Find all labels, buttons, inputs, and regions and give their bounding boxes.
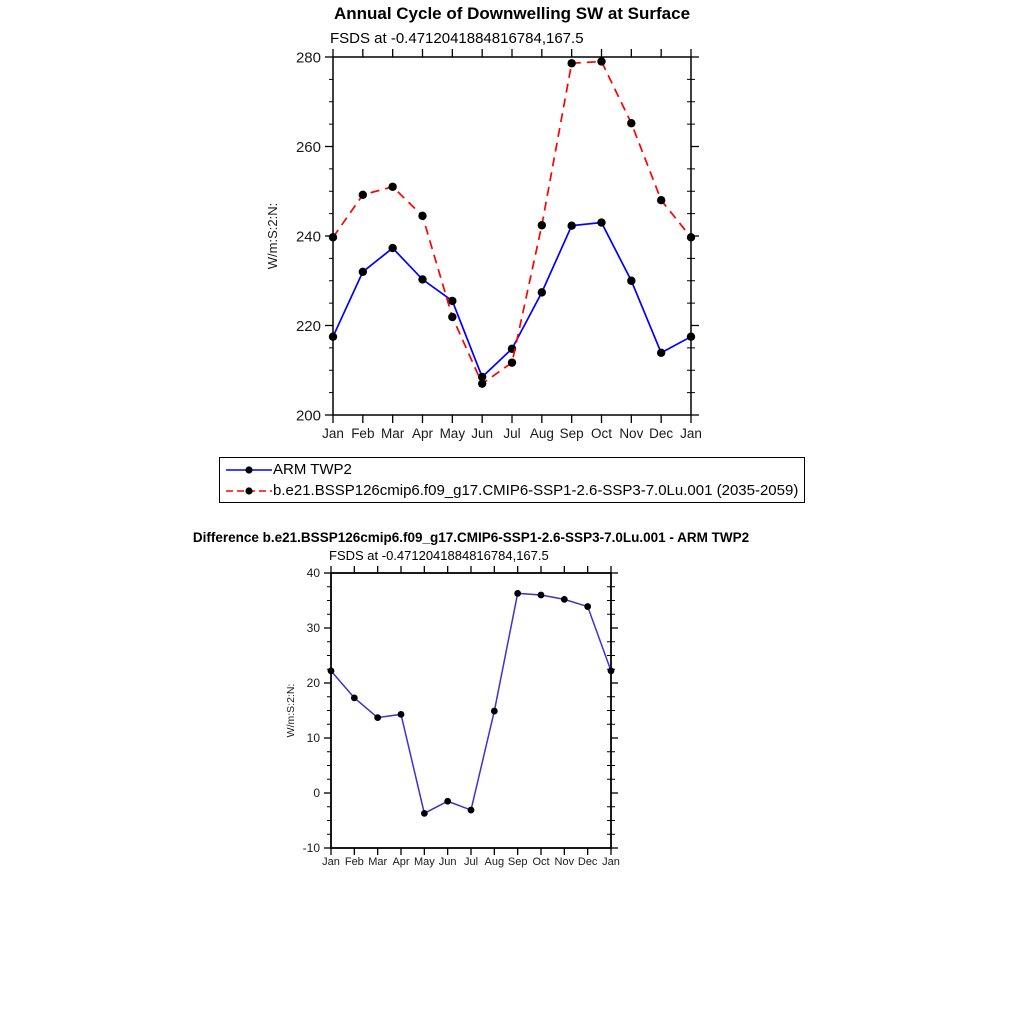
svg-text:30: 30 bbox=[306, 621, 320, 636]
svg-text:W/m:S:2:N:: W/m:S:2:N: bbox=[265, 202, 280, 270]
chart-title: Annual Cycle of Downwelling SW at Surface bbox=[333, 4, 691, 23]
legend-marker-dot-icon bbox=[245, 487, 252, 494]
svg-text:Feb: Feb bbox=[351, 426, 375, 441]
svg-text:Mar: Mar bbox=[381, 426, 405, 441]
svg-text:Oct: Oct bbox=[590, 426, 613, 441]
svg-text:10: 10 bbox=[306, 731, 320, 746]
legend-entry-obs bbox=[225, 459, 804, 480]
legend-line-sample-solid bbox=[225, 464, 273, 476]
svg-text:Jan: Jan bbox=[602, 856, 620, 868]
svg-text:Sep: Sep bbox=[559, 426, 584, 441]
legend-line-sample-dashed bbox=[225, 485, 273, 497]
svg-text:20: 20 bbox=[306, 676, 320, 691]
difference-chart-title: Difference b.e21.BSSP126cmip6.f09_g17.CMIP6-SSP1-2.6-SSP3-7.0Lu.001 - ARM TWP2 bbox=[192, 530, 750, 545]
svg-text:260: 260 bbox=[295, 138, 321, 156]
chart-subtitle: FSDS at -0.4712041884816784,167.5 bbox=[330, 30, 584, 47]
svg-text:Mar: Mar bbox=[368, 856, 388, 868]
svg-text:Jun: Jun bbox=[438, 856, 457, 868]
svg-text:Oct: Oct bbox=[532, 856, 550, 868]
svg-text:Aug: Aug bbox=[529, 426, 554, 441]
svg-text:Sep: Sep bbox=[507, 856, 528, 868]
legend-label-obs: ARM TWP2 bbox=[273, 461, 352, 478]
svg-text:W/m:S:2:N:: W/m:S:2:N: bbox=[285, 683, 297, 738]
svg-text:Jan: Jan bbox=[322, 426, 344, 441]
legend-entry-model bbox=[225, 480, 804, 501]
svg-text:200: 200 bbox=[295, 407, 321, 425]
svg-text:May: May bbox=[439, 426, 466, 441]
svg-text:Dec: Dec bbox=[577, 856, 598, 868]
legend-box bbox=[219, 457, 805, 503]
svg-text:Jul: Jul bbox=[463, 856, 479, 868]
svg-text:40: 40 bbox=[306, 566, 320, 581]
svg-text:Jul: Jul bbox=[503, 426, 521, 441]
svg-text:-10: -10 bbox=[302, 841, 320, 856]
svg-text:Feb: Feb bbox=[344, 856, 364, 868]
svg-text:220: 220 bbox=[295, 317, 321, 335]
svg-text:240: 240 bbox=[295, 228, 321, 246]
difference-chart-subtitle: FSDS at -0.4712041884816784,167.5 bbox=[329, 548, 549, 563]
svg-text:Aug: Aug bbox=[484, 856, 505, 868]
svg-text:0: 0 bbox=[313, 786, 320, 801]
svg-text:May: May bbox=[413, 856, 435, 868]
svg-text:Apr: Apr bbox=[392, 856, 410, 868]
difference-chart bbox=[285, 566, 620, 868]
svg-text:Apr: Apr bbox=[411, 426, 434, 441]
legend-marker-dot-icon bbox=[245, 466, 252, 473]
svg-text:Jun: Jun bbox=[471, 426, 494, 441]
svg-text:Nov: Nov bbox=[554, 856, 575, 868]
svg-text:Jan: Jan bbox=[322, 856, 340, 868]
svg-text:Dec: Dec bbox=[649, 426, 674, 441]
svg-text:Jan: Jan bbox=[680, 426, 702, 441]
annual-cycle-chart bbox=[265, 49, 702, 441]
legend-label-model: b.e21.BSSP126cmip6.f09_g17.CMIP6-SSP1-2.6-SSP3-7.0Lu.001 (2035-2059) bbox=[273, 482, 799, 499]
svg-text:280: 280 bbox=[295, 49, 321, 67]
svg-text:Nov: Nov bbox=[619, 426, 644, 441]
